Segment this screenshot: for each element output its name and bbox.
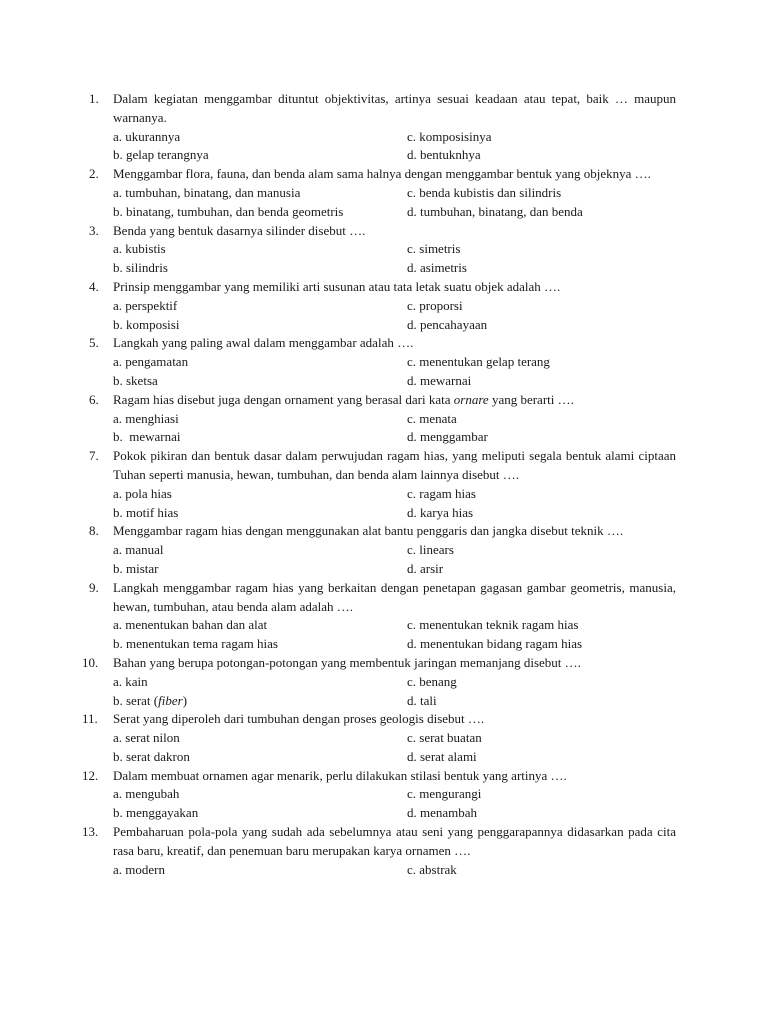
question-number: 13. [82, 824, 99, 840]
option-a: a. modern [113, 861, 165, 877]
question-list [0, 90, 768, 879]
question-number: 2. [89, 166, 99, 182]
question-number: 7. [89, 448, 99, 464]
option-a: a. kain [113, 673, 148, 689]
question-11 [0, 710, 768, 766]
option-b: b. serat dakron [113, 748, 190, 764]
option-d: d. tali [407, 692, 437, 708]
option-b: b. mewarnai [113, 429, 181, 445]
option-b: b. menggayakan [113, 805, 199, 821]
option-b: b. gelap terangnya [113, 147, 209, 163]
option-c: c. proporsi [407, 297, 463, 313]
option-b: b. silindris [113, 260, 168, 276]
option-d: d. menambah [407, 805, 478, 821]
option-a: a. serat nilon [113, 730, 180, 746]
option-a: a. menghiasi [113, 410, 179, 426]
question-9 [0, 579, 768, 654]
option-c: c. abstrak [407, 861, 457, 877]
question-text: Langkah yang paling awal dalam menggambar adalah …. [113, 335, 414, 351]
question-text: Pembaharuan pola-pola yang sudah ada sebelumnya atau seni yang penggarapannya didasarkan pada cita rasa baru, kreatif, dan penemuan baru merupakan karya ornamen …. [113, 824, 676, 858]
option-b-italic: fiber [158, 692, 183, 708]
question-text: Pokok pikiran dan bentuk dasar dalam perwujudan ragam hias, yang meliputi segala bentuk alami ciptaan Tuhan seperti manusia, hewan, tumbuhan, dan benda alam lainnya disebut …. [113, 448, 676, 482]
question-text: Menggambar flora, fauna, dan benda alam sama halnya dengan menggambar bentuk yang objeknya …. [113, 166, 651, 182]
option-d: d. bentuknhya [407, 147, 481, 163]
option-c: c. linears [407, 542, 454, 558]
option-b: b. motif hias [113, 504, 179, 520]
question-text-post: yang berarti …. [488, 391, 574, 407]
question-number: 8. [89, 523, 99, 539]
option-c: c. komposisinya [407, 128, 492, 144]
option-d: d. serat alami [407, 748, 477, 764]
question-text: Langkah menggambar ragam hias yang berkaitan dengan penetapan gagasan gambar geometris, manusia, hewan, tumbuhan, atau benda alam adalah …. [113, 579, 676, 614]
option-c: c. menentukan teknik ragam hias [407, 617, 579, 633]
question-number: 9. [89, 579, 99, 595]
question-text-pre: Ragam hias disebut juga dengan ornament yang berasal dari kata [113, 391, 454, 407]
option-b [113, 692, 187, 711]
option-b-pre: b. serat ( [113, 692, 159, 708]
question-text: Serat yang diperoleh dari tumbuhan dengan proses geologis disebut …. [113, 711, 485, 727]
question-5 [0, 334, 768, 390]
question-4 [0, 278, 768, 334]
option-a: a. pola hias [113, 485, 172, 501]
option-a: a. manual [113, 542, 164, 558]
option-c: c. menentukan gelap terang [407, 354, 550, 370]
option-d: d. mewarnai [407, 372, 472, 388]
option-b: b. komposisi [113, 316, 180, 332]
question-8 [0, 522, 768, 578]
option-b: b. sketsa [113, 372, 158, 388]
option-c: c. benang [407, 673, 457, 689]
question-number: 11. [82, 711, 98, 727]
question-3 [0, 222, 768, 278]
question-number: 6. [89, 391, 99, 407]
option-c: c. menata [407, 410, 457, 426]
question-6 [0, 391, 768, 447]
option-a: a. kubistis [113, 241, 166, 257]
option-c: c. ragam hias [407, 485, 476, 501]
question-text: Dalam membuat ornamen agar menarik, perlu dilakukan stilasi bentuk yang artinya …. [113, 767, 567, 783]
question-1 [0, 90, 768, 165]
option-d: d. menggambar [407, 429, 488, 445]
option-a: a. perspektif [113, 297, 178, 313]
question-text-italic: ornare [453, 391, 489, 407]
question-10 [0, 654, 768, 710]
option-c: c. serat buatan [407, 730, 482, 746]
option-d: d. asimetris [407, 260, 467, 276]
option-c: c. benda kubistis dan silindris [407, 184, 562, 200]
option-a: a. menentukan bahan dan alat [113, 617, 268, 633]
option-c: c. simetris [407, 241, 461, 257]
question-number: 4. [89, 278, 99, 294]
question-number: 5. [89, 335, 99, 351]
question-7 [0, 447, 768, 522]
question-13 [0, 823, 768, 879]
option-a: a. mengubah [113, 786, 180, 802]
option-a: a. tumbuhan, binatang, dan manusia [113, 184, 301, 200]
option-d: d. menentukan bidang ragam hias [407, 636, 583, 652]
option-b: b. menentukan tema ragam hias [113, 636, 278, 652]
question-number: 12. [82, 767, 99, 783]
option-b: b. mistar [113, 560, 159, 576]
question-12 [0, 767, 768, 823]
question-2 [0, 165, 768, 221]
option-a: a. ukurannya [113, 128, 181, 144]
question-text [113, 391, 676, 410]
option-c: c. mengurangi [407, 786, 482, 802]
question-text: Menggambar ragam hias dengan menggunakan alat bantu penggaris dan jangka disebut teknik …. [113, 523, 624, 539]
question-text: Bahan yang berupa potongan-potongan yang membentuk jaringan memanjang disebut …. [113, 654, 581, 670]
question-number: 1. [89, 91, 99, 106]
option-b: b. binatang, tumbuhan, dan benda geometris [113, 203, 344, 219]
option-d: d. arsir [407, 560, 444, 576]
option-a: a. pengamatan [113, 354, 189, 370]
option-b-post: ) [182, 692, 188, 708]
question-text: Benda yang bentuk dasarnya silinder disebut …. [113, 222, 366, 238]
question-number: 3. [89, 222, 99, 238]
option-d: d. tumbuhan, binatang, dan benda [407, 203, 583, 219]
question-text: Dalam kegiatan menggambar dituntut objektivitas, artinya sesuai keadaan atau tepat, baik … maupun warnanya. [113, 91, 676, 125]
question-text: Prinsip menggambar yang memiliki arti susunan atau tata letak suatu objek adalah …. [113, 278, 561, 294]
option-d: d. karya hias [407, 504, 474, 520]
option-d: d. pencahayaan [407, 316, 488, 332]
question-number: 10. [82, 654, 99, 670]
